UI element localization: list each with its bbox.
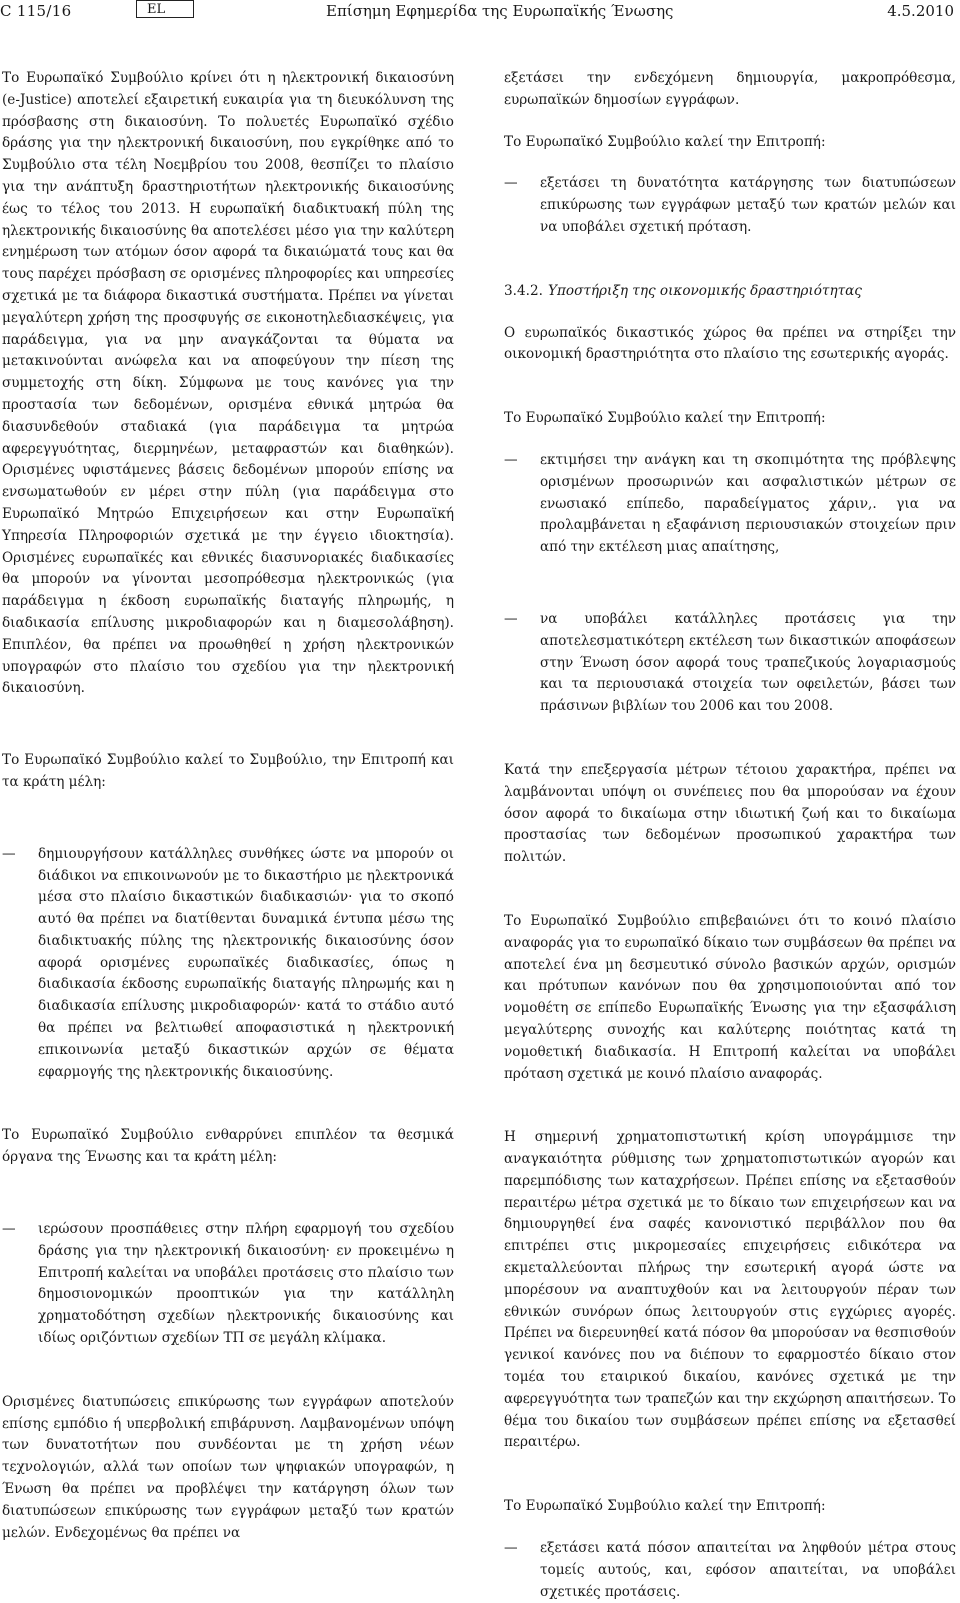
section-number: 3.4.2. [504, 282, 543, 299]
paragraph: Το Ευρωπαϊκό Συμβούλιο καλεί το Συμβούλιο, την Επιτροπή και τα κράτη μέλη: [2, 752, 454, 790]
dash-list-item [504, 173, 956, 238]
paragraph: εξετάσει την ενδεχόμενη δημιουργία, μακροπρόθεσμα, ευρωπαϊκών δημοσίων εγγράφων. [504, 70, 956, 108]
journal-reference: C 115/16 [0, 2, 72, 20]
paragraph: Η σημερινή χρηματοπιστωτική κρίση υπογράμμισε την αναγκαιότητα ρύθμισης των χρηματοπιστωτικών αγορών και παρεμπόδισης των καταχρήσεων. Πρέπει επίσης να εξετασθούν περαιτέρω μέτρα σχετικά με το δίκαιο των επιχειρήσεων και να δημιουργηθεί ένα σαφές κανονιστικό περιβάλλον που θα επιτρέπει στις μικρομεσαίες επιχειρήσεις ειδικότερα να εκμεταλλεύονται πλήρως την εσωτερική αγορά ώστε να μπορέσουν να αναπτυχθούν και να λειτουργούν πέραν των εθνικών συνόρων όπως λειτουργούν στις εγχώριες αγορές. Πρέπει να διερευνηθεί κατά πόσον θα μπορούσαν να θεσπισθούν γενικοί κανόνες που να διέπουν το εφαρμοστέο δίκαιο στον τομέα του εταιρικού δικαίου, κανόνες σχετικά με την αφερεγγυότητα των τραπεζών και την εκχώρηση απαιτήσεων. Το θέμα του δικαίου των συμβάσεων πρέπει επίσης να εξετασθεί περαιτέρω. [504, 1129, 956, 1451]
paragraph: Το Ευρωπαϊκό Συμβούλιο επιβεβαιώνει ότι το κοινό πλαίσιο αναφοράς για το ευρωπαϊκό δίκαιο των συμβάσεων θα πρέπει να αποτελεί ένα μη δεσμευτικό σύνολο βασικών αρχών, ορισμών και πρότυπων κανόνων που θα χρησιμοποιούνται από τον νομοθέτη σε επίπεδο Ευρωπαϊκής Ένωσης για την εξασφάλιση μεγαλύτερης συνοχής και καλύτερης ποιότητας κατά τη νομοθετική διαδικασία. Η Επιτροπή καλείται να υποβάλει πρόταση σχετικά με κοινό πλαίσιο αναφοράς. [504, 912, 956, 1082]
dash-list-item [504, 450, 956, 559]
dash-marker: — [504, 610, 518, 627]
paragraph: Ορισμένες διατυπώσεις επικύρωσης των εγγράφων αποτελούν επίσης εμπόδιο ή υπερβολική επιβάρυνση. Λαμβανομένων υπόψη των δυνατοτήτων που συνδέονται με τη χρήση νέων τεχνολογιών, αλλά των οποίων των ψηφιακών υπογραφών, η Ένωση θα πρέπει να προβλέψει την κατάργηση όλων των διατυπώσεων επικύρωσης των εγγράφων μεταξύ των κρατών μελών. Ενδεχομένως θα πρέπει να [2, 1393, 454, 1541]
dash-marker: — [504, 451, 518, 468]
section-title: Υποστήριξη της οικονομικής δραστηριότητας [548, 282, 862, 299]
dash-list-item [2, 844, 454, 1084]
paragraph: Ο ευρωπαϊκός δικαστικός χώρος θα πρέπει να στηρίξει την οικονομική δραστηριότητα στο πλαίσιο της εσωτερικής αγοράς. [504, 324, 956, 363]
dash-item-text: ιερώσουν προσπάθειες στην πλήρη εφαρμογή του σχεδίου δράσης για την ηλεκτρονική δικαιοσύνη· εν προκειμένω η Επιτροπή καλείται να υποβάλει προτάσεις στο πλαίσιο των δημοσιονομικών προοπτικών για την κατάλληλη χρηματοδότηση σχεδίων ηλεκτρονικής δικαιοσύνης και ιδίως οριζόντιων σχεδίων ΤΠ σε μεγάλη κλίμακα. [38, 1221, 454, 1347]
dash-list-item [2, 1219, 454, 1350]
dash-marker: — [504, 1540, 518, 1557]
paragraph: Κατά την επεξεργασία μέτρων τέτοιου χαρακτήρα, πρέπει να λαμβάνονται υπόψη οι συνέπειες που θα μπορούσαν να έχουν όσον αφορά το δικαίωμα στην ιδιωτική ζωή και το δικαίωμα προστασίας των δεδομένων προσωπικού χαρακτήρα των πολιτών. [504, 761, 956, 866]
language-box: EL [136, 0, 194, 18]
paragraph: Το Ευρωπαϊκό Συμβούλιο καλεί την Επιτροπή: [504, 410, 826, 427]
dash-marker: — [2, 1221, 16, 1238]
left-column [2, 68, 454, 1544]
page-header [0, 0, 960, 24]
dash-marker: — [504, 175, 518, 192]
publication-date: 4.5.2010 [887, 2, 954, 20]
paragraph: Το Ευρωπαϊκό Συμβούλιο καλεί την Επιτροπή: [504, 133, 826, 150]
dash-item-text: εκτιμήσει την ανάγκη και τη σκοπιμότητα της πρόβλεψης ορισμένων προσωρινών και ασφαλιστικών μέτρων σε ενωσιακό επίπεδο, παραδείγματος χάριν,. για να προλαμβάνεται η εξαφάνιση περιουσιακών στοιχείων πριν από την εκτέλεση μιας απαίτησης, [540, 451, 956, 556]
dash-list-item [504, 1538, 956, 1603]
paragraph: Το Ευρωπαϊκό Συμβούλιο καλεί την Επιτροπή: [504, 1498, 826, 1515]
dash-item-text: εξετάσει τη δυνατότητα κατάργησης των διατυπώσεων επικύρωσης των εγγράφων μεταξύ των κρατών μελών και να υποβάλει σχετική πρόταση. [540, 175, 956, 235]
paragraph: Το Ευρωπαϊκό Συμβούλιο ενθαρρύνει επιπλέον τα θεσμικά όργανα της Ένωσης και τα κράτη μέλη: [2, 1127, 454, 1166]
dash-item-text: δημιουργήσουν κατάλληλες συνθήκες ώστε να μπορούν οι διάδικοι να επικοινωνούν με το δικαστήριο με ηλεκτρονικά μέσα στο πλαίσιο δικαστικών διαδικασιών· για το σκοπό αυτό θα πρέπει να διατίθενται δυναμικά έντυπα μέσω της διαδικτυακής πύλης της ηλεκτρονικής δικαιοσύνης όσον αφορά ορισμένες ευρωπαϊκές διαδικασίες, όπως η διαδικασία έκδοσης ευρωπαϊκής διαταγής πληρωμής και η διαδικασία επίλυσης μικροδιαφορών· κατά το στάδιο αυτό θα πρέπει να βελτιωθεί αποφασιστικά η ηλεκτρονική επικοινωνία μεταξύ δικαστικών αρχών σε θέματα εφαρμογής της ηλεκτρονικής δικαιοσύνης. [38, 845, 454, 1080]
dash-item-text: εξετάσει κατά πόσον απαιτείται να ληφθούν μέτρα στους τομείς αυτούς, και, εφόσον απαιτείται, να υποβάλει σχετικές προτάσεις. [540, 1540, 956, 1600]
right-column [504, 68, 956, 1603]
dash-list-item [504, 609, 956, 718]
dash-item-text: να υποβάλει κατάλληλες προτάσεις για την αποτελεσματικότερη εκτέλεση των δικαστικών αποφάσεων στην Ένωση όσον αφορά τους τραπεζικούς λογαριασμούς και τα περιουσιακά στοιχεία των οφειλετών, βάσει των πράσινων βιβλίων του 2006 και του 2008. [540, 610, 956, 715]
section-heading [504, 281, 956, 303]
journal-title: Επίσημη Εφημερίδα της Ευρωπαϊκής Ένωσης [326, 2, 674, 20]
paragraph: Το Ευρωπαϊκό Συμβούλιο κρίνει ότι η ηλεκτρονική δικαιοσύνη (e-Justice) αποτελεί εξαιρετική ευκαιρία για τη διευκόλυνση της πρόσβασης στη δικαιοσύνη. Το πολυετές Ευρωπαϊκό σχέδιο δράσης για την ηλεκτρονική δικαιοσύνη, που εγκρίθηκε από το Συμβούλιο στα τέλη Νοεμβρίου του 2008, θεσπίζει το πλαίσιο για την ανάπτυξη δραστηριοτήτων ηλεκτρονικής δικαιοσύνης έως το τέλος του 2013. Η ευρωπαϊκή διαδικτυακή πύλη της ηλεκτρονικής δικαιοσύνης θα αποτελέσει μέσο για την καλύτερη ενημέρωση των ατόμων όσον αφορά τα δικαιώματά τους και θα τους παρέχει πρόσβαση σε ορισμένες πληροφορίες και υπηρεσίες σχετικά με τα διάφορα δικαστικά συστήματα. Πρέπει να γίνεται μεγαλύτερη χρήση της προσφυγής σε ειконοτηλεδιασκέψεις, για παράδειγμα, για να μην αναγκάζονται τα θύματα να μετακινούνται ανώφελα και να αποφεύγουν την πίεση της συμμετοχής στη δίκη. Σύμφωνα με τους κανόνες για την προστασία των δεδομένων, ορισμένα εθνικά μητρώα θα διασυνδεθούν σταδιακά (για παράδειγμα τα μητρώα αφερεγγυότητας, διερμηνέων, μεταφραστών και διαθηκών). Ορισμένες υφιστάμενες βάσεις δεδομένων μπορούν επίσης να ενσωματωθούν εν μέρει στην πύλη (για παράδειγμα στο Ευρωπαϊκό Μητρώο Επιχειρήσεων και στην Ευρωπαϊκή Υπηρεσία Πληροφοριών σχετικά με την έγγειο ιδιοκτησία). Ορισμένες ευρωπαϊκές και εθνικές διασυνοριακές διαδικασίες θα μπορούν να γίνονται μεσοπρόθεσμα ηλεκτρονικώς (για παράδειγμα η έκδοση ευρωπαϊκής διαταγής πληρωμής, η διαδικασία επίλυσης μικροδιαφορών και η διαμεσολάβηση). Επιπλέον, θα πρέπει να προωθηθεί η χρήση ηλεκτρονικών υπογραφών στο πλαίσιο του σχεδίου για την ηλεκτρονική δικαιοσύνη. [2, 70, 454, 697]
dash-marker: — [2, 845, 16, 862]
